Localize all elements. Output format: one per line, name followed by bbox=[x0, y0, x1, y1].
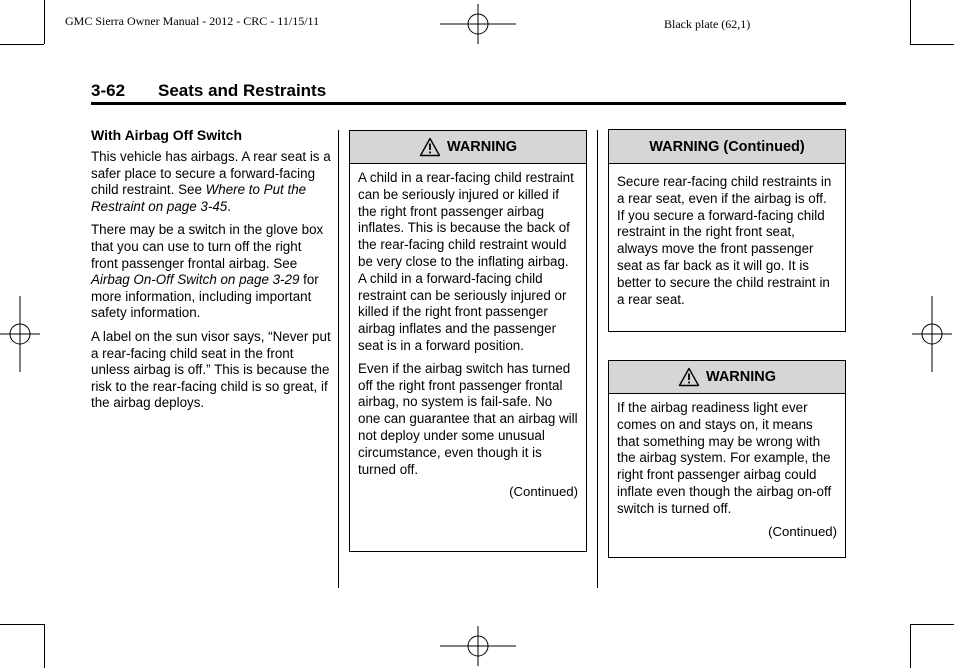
paragraph bbox=[91, 222, 331, 322]
cross-reference-link[interactable]: Where to Put the Restraint on page 3-45 bbox=[91, 182, 307, 214]
registration-mark-right-icon bbox=[912, 296, 952, 372]
registration-mark-top-icon bbox=[440, 4, 516, 44]
registration-mark-bottom-icon bbox=[440, 626, 516, 666]
page-title: Seats and Restraints bbox=[158, 81, 327, 100]
paragraph-text: This vehicle has airbags. A rear seat is a safer place to secure a forward-facing child restraint. See bbox=[91, 149, 331, 198]
paragraph-text: for more information, including important safety information. bbox=[91, 272, 319, 321]
warning-body bbox=[609, 164, 845, 308]
title-rule bbox=[91, 102, 846, 105]
continued-label: (Continued) bbox=[509, 484, 578, 500]
warning-continued-header-label: WARNING (Continued) bbox=[649, 138, 805, 155]
page-number: 3-62 bbox=[91, 81, 126, 100]
warning-triangle-icon bbox=[678, 367, 700, 387]
crop-mark bbox=[44, 0, 45, 44]
crop-mark bbox=[910, 624, 954, 625]
paragraph: A label on the sun visor says, “Never put a rear-facing child seat in the front unless airbag is off.” This is because the risk to the rear-facing child is so great, if the airbag deploys. bbox=[91, 328, 331, 411]
crop-mark bbox=[44, 624, 45, 668]
warning-paragraph: If the airbag readiness light ever comes on and stays on, it means that something may be wrong with the airbag system. For example, the right front passenger airbag could inflate even though the airbag on-off switch is turned off. bbox=[617, 400, 832, 516]
warning-box bbox=[608, 360, 846, 558]
cross-reference-link[interactable]: Airbag On-Off Switch on page 3-29 bbox=[91, 272, 300, 288]
column-1 bbox=[91, 127, 331, 419]
print-header-left: GMC Sierra Owner Manual - 2012 - CRC - 11/15/11 bbox=[65, 14, 320, 28]
paragraph bbox=[91, 149, 331, 215]
warning-continued-box bbox=[608, 129, 846, 332]
paragraph-text: . bbox=[227, 198, 231, 214]
section-heading: With Airbag Off Switch bbox=[91, 127, 243, 143]
warning-body bbox=[350, 164, 586, 501]
warning-continued-header bbox=[609, 130, 845, 164]
continued-label: (Continued) bbox=[768, 523, 837, 539]
warning-paragraph: Secure rear-facing child restraints in a rear seat, even if the airbag is off. If you secure a forward-facing child restraint in the right front seat, always move the front passenger seat as far back as it will go. It is better to secure the child restraint in a rear seat. bbox=[617, 174, 832, 307]
print-header-right: Black plate (62,1) bbox=[664, 17, 751, 31]
crop-mark bbox=[910, 0, 911, 44]
warning-paragraph: Even if the airbag switch has turned off the right front passenger frontal airbag, no system is fail-safe. No one can guarantee that an airbag will not deploy under some unusual circumstance, even though it is turned off. bbox=[358, 360, 578, 477]
crop-mark bbox=[0, 44, 44, 45]
registration-mark-left-icon bbox=[0, 296, 40, 372]
warning-header-label: WARNING bbox=[446, 139, 518, 155]
warning-header bbox=[350, 131, 586, 164]
warning-header bbox=[609, 361, 845, 394]
warning-triangle-icon bbox=[419, 137, 441, 157]
warning-paragraph: A child in a rear-facing child restraint can be seriously injured or killed if the right front passenger airbag inflates. This is because the back of the rear-facing child restraint would be very close to the inflating airbag. A child in a forward-facing child restraint can be seriously injured or killed if the right front passenger airbag inflates and the passenger seat is in a forward position. bbox=[358, 170, 574, 353]
warning-body bbox=[609, 394, 845, 540]
paragraph-text: There may be a switch in the glove box that you can use to turn off the right front passenger frontal airbag. See bbox=[91, 222, 324, 271]
column-divider bbox=[597, 130, 598, 588]
warning-header-label: WARNING bbox=[705, 369, 777, 385]
crop-mark bbox=[910, 624, 911, 668]
column-divider bbox=[338, 130, 339, 588]
crop-mark bbox=[910, 44, 954, 45]
warning-box bbox=[349, 130, 587, 552]
crop-mark bbox=[0, 624, 44, 625]
